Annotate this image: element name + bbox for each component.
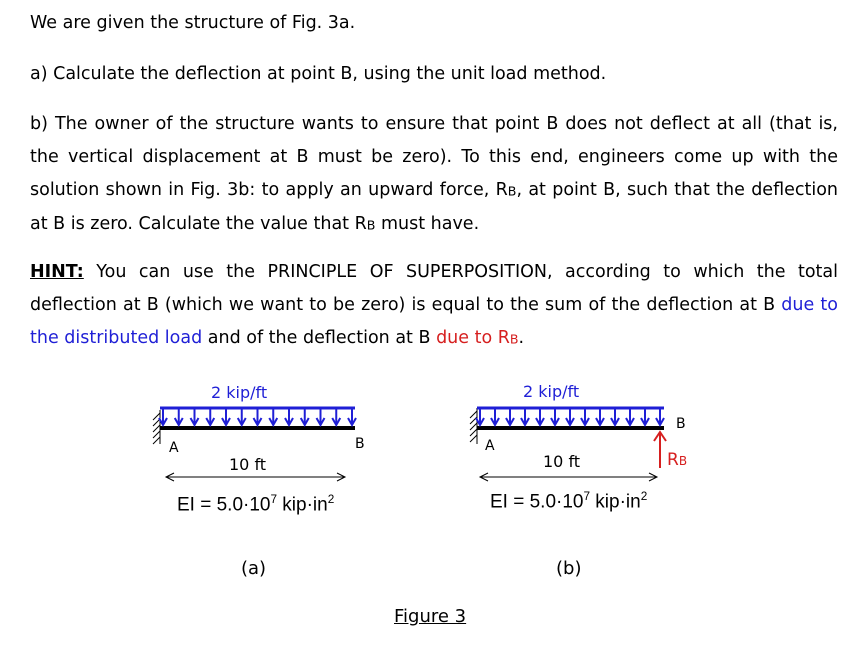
figure-b-load-label: 2 kip/ft [523,382,580,401]
figure-b-load-arrow [551,409,559,425]
figure-a-fixed-support [153,410,160,444]
figure-a-load-arrow [317,409,325,425]
figure-b-load-arrow [491,409,499,425]
figure-b-load-arrow [656,409,664,425]
figure-a-point-a-label: A [169,440,179,456]
figure-b-reaction-arrow [654,432,666,468]
part-a-sentence: a) Calculate the deflection at point B, using the unit load method. [30,64,607,84]
figure-b-load-arrow [506,409,514,425]
figure-a-load-arrow [238,409,246,425]
figure-b-reaction-subscript: B [678,454,688,468]
hint-segment-2: and of the deflection at B [202,328,437,348]
hint-label: HINT: [30,262,84,282]
figure-b-reaction-letter: R [667,450,679,470]
figure-a-ei-exponent: 7 [270,493,278,506]
intro-sentence: We are given the structure of Fig. 3a. [30,13,356,33]
figure-a-load-arrow [206,409,214,425]
figure-b-ei-units-exponent: 2 [640,490,648,503]
figure-b-span-label: 10 ft [543,452,581,471]
part-b-segment-2: , at point B, such that the deflection at B is zero. Calculate the value that R [30,180,838,234]
figure-b-fixed-support [470,408,477,444]
part-b-segment-3: must have. [375,213,480,234]
figure-b-load-arrow [566,409,574,425]
figure-b-point-a-label: A [485,438,495,454]
part-b-subscript-1: B [507,183,517,199]
figure-b-load-arrow [641,409,649,425]
figure-a-load-arrow [254,409,262,425]
figure-a-load-arrow [222,409,230,425]
figure-a-load-arrow [269,409,277,425]
figure-b-ei-prefix: EI = 5.0·10 [490,491,584,513]
hint-end: . [518,328,525,348]
figure-b-caption: (b) [556,558,582,579]
figure-a-span-dimension [166,473,345,481]
figure-a-stiffness-label [177,493,334,516]
figure-b-load-arrow [521,409,529,425]
part-b-segment-1: b) The owner of the structure wants to ensure that point B does not deflect at all (that is, the vertical displacement at B must be zero). To this end, engineers come up with the solution shown in Fig. 3b: to apply an upward force, R [30,114,838,200]
figure-a-ei-units-exponent: 2 [327,493,335,506]
figure-b-reaction-label [667,450,687,470]
part-b-subscript-2: B [366,217,376,233]
figure-b-load-arrow [581,409,589,425]
figure-a-load-arrow [191,409,199,425]
figure-a-load-arrow [301,409,309,425]
figure-a-load-arrow [285,409,293,425]
hint-reaction-text: due to R [436,328,510,348]
figure-b-load-arrow [596,409,604,425]
figure-b-load-arrow [611,409,619,425]
figure-b-ei-exponent: 7 [583,490,591,503]
figure-b-beam [477,426,664,430]
figure-b-stiffness-label [490,490,647,513]
hint-segment-1: You can use the PRINCIPLE OF SUPERPOSITION, according to which the total deflection at B (which we want to be zero) is equal to the sum of the deflection at B [30,262,838,315]
figure-b-load-arrow [626,409,634,425]
figure-a-load-arrow [348,409,356,425]
figure-b-ei-units: kip·in [590,491,641,513]
figure-b-point-b-label: B [676,416,686,432]
figure-a-span-label: 10 ft [229,455,267,474]
figure-a-point-b-label: B [355,436,365,452]
figure-b-span-dimension [480,473,657,481]
figure-a-load-arrow [175,409,183,425]
figure-a-distributed-load [159,408,356,425]
figure-a-load-arrow [332,409,340,425]
hint-distributed-load-phrase: due to the distributed load [30,295,838,348]
figure-caption: Figure 3 [394,606,467,627]
hint-reaction-subscript: B [509,331,519,347]
figure-b-distributed-load [476,408,664,425]
figure-a-caption: (a) [241,558,267,579]
figure-a-ei-units: kip·in [277,494,328,516]
figure-a-load-label: 2 kip/ft [211,383,268,402]
figure-a-ei-prefix: EI = 5.0·10 [177,494,271,516]
figure-b-load-arrow [536,409,544,425]
